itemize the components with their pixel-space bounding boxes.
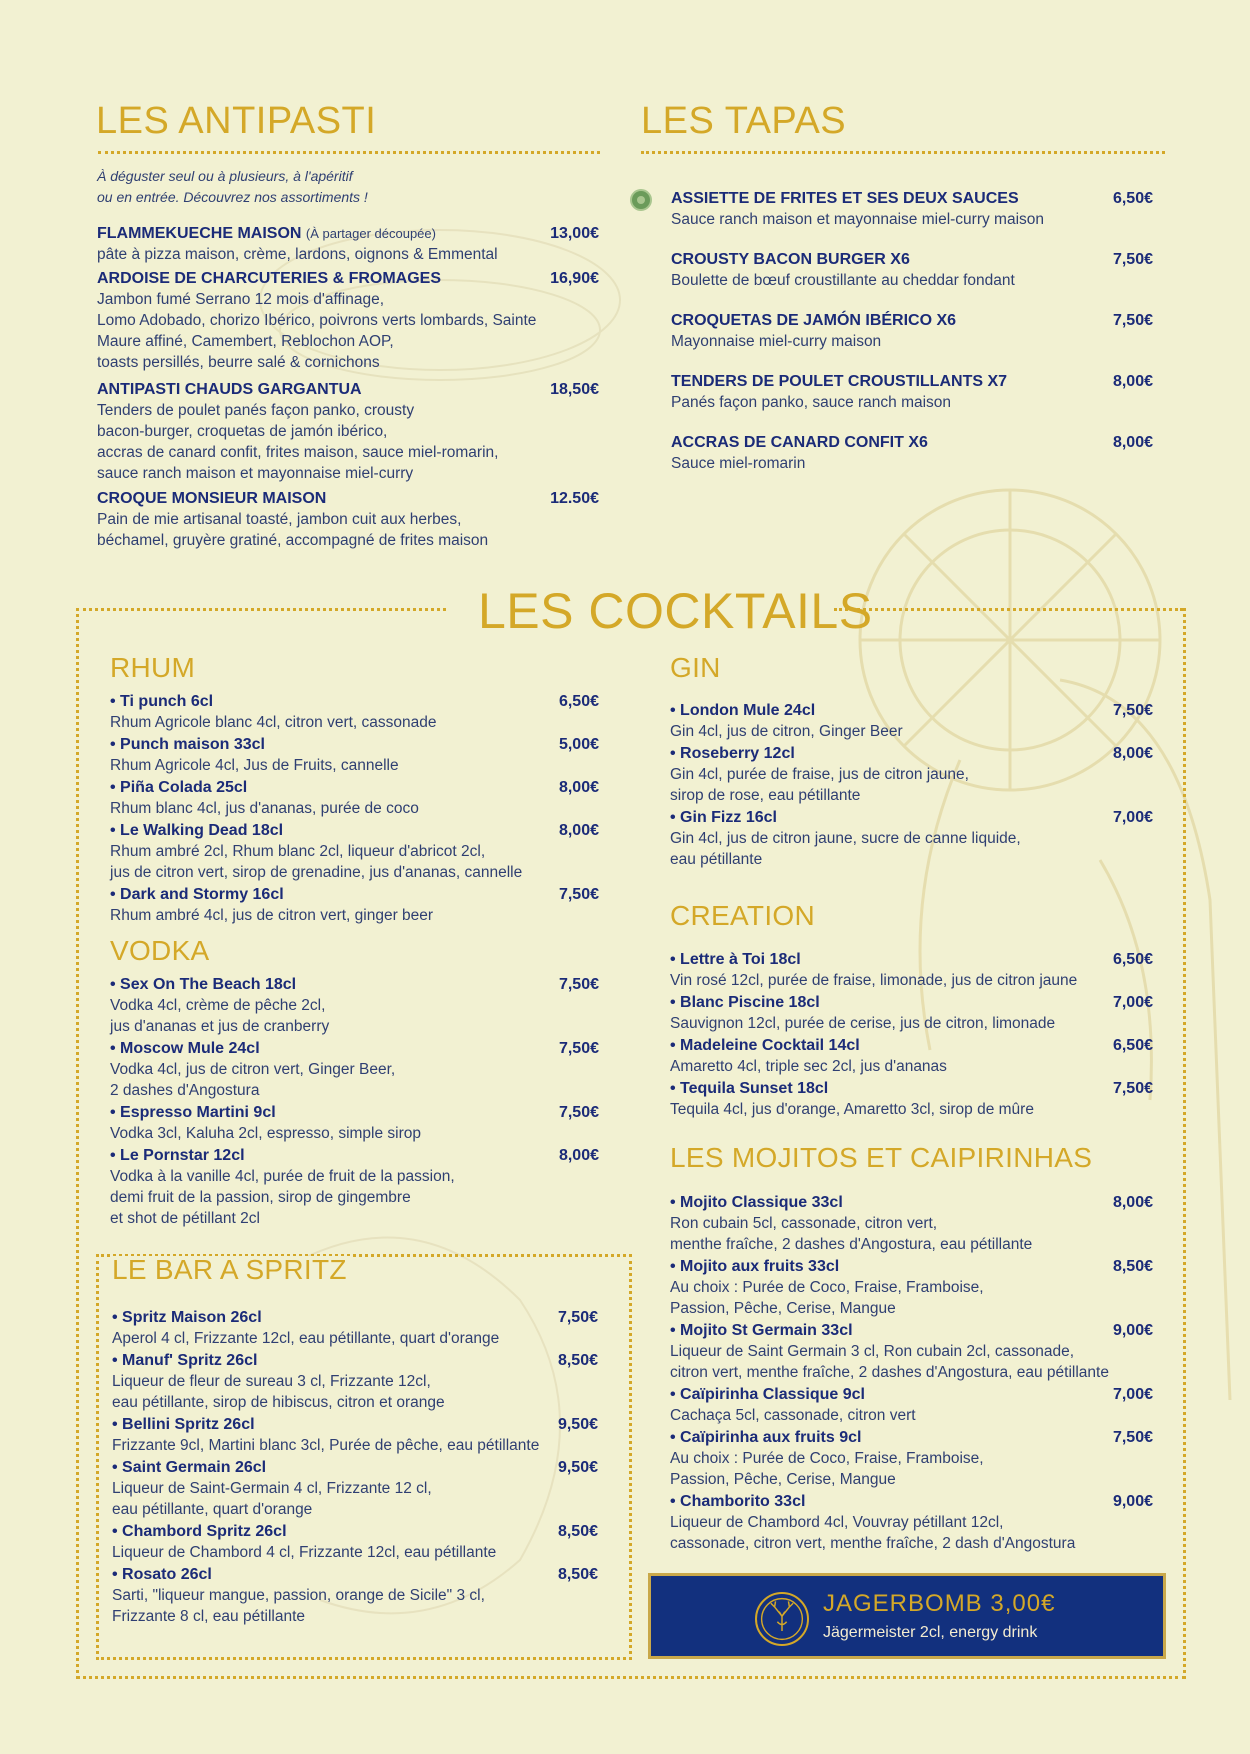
item-description: Rhum blanc 4cl, jus d'ananas, purée de coco [110,800,419,817]
item-name: • Ti punch 6cl [110,691,213,712]
tapas-divider [641,151,1165,154]
item-price: 8,00€ [1112,745,1153,762]
item-price: 7,50€ [1112,702,1153,719]
item-price: 8,50€ [1112,1258,1153,1275]
item-description: Liqueur de Saint Germain 3 cl, Ron cubain 2cl, cassonade, citron vert, menthe fraîche, 2 dashes d'Angostura, eau pétillante [670,1343,1109,1381]
item-price: 7,00€ [1112,994,1153,1011]
item-price: 9,00€ [1112,1322,1153,1339]
item-price: 9,50€ [557,1459,598,1476]
item-description: Liqueur de Chambord 4 cl, Frizzante 12cl, eau pétillante [112,1544,497,1561]
spritz-title: LE BAR A SPRITZ [110,1256,353,1284]
item-name: • Lettre à Toi 18cl [670,949,801,970]
item-name: CROQUE MONSIEUR MAISON [97,490,327,507]
item-name: • Gin Fizz 16cl [670,807,777,828]
cocktail-item [110,691,599,733]
item-price: 9,50€ [557,1416,598,1433]
item-description: Rhum ambré 4cl, jus de citron vert, ginger beer [110,907,434,924]
item-price: 7,00€ [1112,809,1153,826]
item-description: Boulette de bœuf croustillante au cheddar fondant [671,272,1015,289]
cocktail-item [110,1145,599,1229]
item-price: 13,00€ [550,225,599,242]
cocktail-item [670,1320,1153,1383]
tapas-item [671,188,1153,230]
item-price: 9,00€ [1112,1493,1153,1510]
tapas-item [671,249,1153,291]
item-description: Au choix : Purée de Coco, Fraise, Framboise, Passion, Pêche, Cerise, Mangue [670,1279,984,1317]
item-price: 16,90€ [550,270,599,287]
item-description: pâte à pizza maison, crème, lardons, oignons & Emmental [97,246,498,263]
item-name: ASSIETTE DE FRITES ET SES DEUX SAUCES [671,190,1019,207]
item-description: Amaretto 4cl, triple sec 2cl, jus d'ananas [670,1058,947,1075]
cocktails-title: LES COCKTAILS [478,583,873,639]
antipasti-title: LES ANTIPASTI [96,100,377,142]
item-description: Liqueur de fleur de sureau 3 cl, Frizzante 12cl, eau pétillante, sirop de hibiscus, citron et orange [112,1373,445,1411]
item-name: • Espresso Martini 9cl [110,1102,276,1123]
cocktail-item [110,734,599,776]
item-price: 8,00€ [558,779,599,796]
item-name: • Mojito aux fruits 33cl [670,1256,839,1277]
cocktail-item [112,1521,598,1563]
item-price: 7,50€ [557,1309,598,1326]
item-price: 8,00€ [1112,434,1153,451]
gin-title: GIN [670,652,721,683]
cocktail-item [670,1078,1153,1120]
item-name: • Caïpirinha Classique 9cl [670,1384,865,1405]
item-price: 6,50€ [1112,1037,1153,1054]
item-price: 8,00€ [558,822,599,839]
antipasti-item [97,488,599,551]
vodka-title: VODKA [110,935,210,966]
cocktail-item [670,992,1153,1034]
jagerbomb-banner [648,1573,1166,1659]
item-description: Gin 4cl, jus de citron jaune, sucre de canne liquide, eau pétillante [670,830,1021,868]
cocktail-item [110,1102,599,1144]
item-name: • Mojito St Germain 33cl [670,1320,853,1341]
cocktail-item [110,884,599,926]
item-name: • London Mule 24cl [670,700,815,721]
item-description: Jambon fumé Serrano 12 mois d'affinage, Lomo Adobado, chorizo Ibérico, poivrons verts lombards, Sainte Maure affiné, Camembert, Reblochon AOP, toasts persillés, beurre salé & cornichons [97,291,537,371]
item-note: (À partager découpée) [305,226,436,241]
item-price: 7,50€ [558,976,599,993]
item-description: Rhum ambré 2cl, Rhum blanc 2cl, liqueur d'abricot 2cl, jus de citron vert, sirop de grenadine, jus d'ananas, cannelle [110,843,523,881]
item-name: • Le Walking Dead 18cl [110,820,283,841]
item-description: Gin 4cl, jus de citron, Ginger Beer [670,723,903,740]
item-price: 8,00€ [1112,1194,1153,1211]
item-name: CROUSTY BACON BURGER X6 [671,251,910,268]
item-description: Mayonnaise miel-curry maison [671,333,882,350]
item-description: Rhum Agricole blanc 4cl, citron vert, cassonade [110,714,437,731]
item-description: Aperol 4 cl, Frizzante 12cl, eau pétillante, quart d'orange [112,1330,500,1347]
item-description: Liqueur de Saint-Germain 4 cl, Frizzante 12 cl, eau pétillante, quart d'orange [112,1480,432,1518]
cocktail-item [112,1307,598,1349]
tapas-title: LES TAPAS [641,100,847,142]
item-description: Sauce ranch maison et mayonnaise miel-curry maison [671,211,1045,228]
cocktail-item [112,1414,598,1456]
item-description: Sarti, "liqueur mangue, passion, orange de Sicile" 3 cl, Frizzante 8 cl, eau pétillante [112,1587,485,1625]
antipasti-intro: À déguster seul ou à plusieurs, à l'apéritif ou en entrée. Découvrez nos assortiments ! [97,168,368,205]
cocktail-item [670,700,1153,742]
item-name: • Bellini Spritz 26cl [112,1414,255,1435]
item-name: ANTIPASTI CHAUDS GARGANTUA [97,381,362,398]
item-name: • Le Pornstar 12cl [110,1145,245,1166]
jagerbomb-title: JAGERBOMB 3,00€ [823,1590,1056,1617]
item-name: • Madeleine Cocktail 14cl [670,1035,860,1056]
item-price: 6,50€ [558,693,599,710]
cocktail-item [112,1457,598,1520]
item-description: Rhum Agricole 4cl, Jus de Fruits, cannelle [110,757,399,774]
item-price: 7,50€ [1112,312,1153,329]
veggie-leaf-icon [630,189,652,211]
item-price: 18,50€ [550,381,599,398]
mojitos-title: LES MOJITOS ET CAIPIRINHAS [670,1142,1093,1173]
item-price: 7,00€ [1112,1386,1153,1403]
antipasti-item [97,379,599,484]
item-description: Vin rosé 12cl, purée de fraise, limonade, jus de citron jaune [670,972,1078,989]
tapas-item [671,371,1153,413]
item-price: 7,50€ [1112,1080,1153,1097]
cocktails-frame-top-right [834,608,1183,611]
item-price: 6,50€ [1112,951,1153,968]
item-description: Liqueur de Chambord 4cl, Vouvray pétillant 12cl, cassonade, citron vert, menthe fraîche, 2 dash d'Angostura [670,1514,1076,1552]
item-price: 8,00€ [558,1147,599,1164]
item-description: Ron cubain 5cl, cassonade, citron vert, menthe fraîche, 2 dashes d'Angostura, eau pétillante [670,1215,1033,1253]
tapas-item [671,432,1153,474]
item-description: Gin 4cl, purée de fraise, jus de citron jaune, sirop de rose, eau pétillante [670,766,969,804]
item-price: 6,50€ [1112,190,1153,207]
cocktail-item [670,1491,1153,1554]
item-name: ARDOISE DE CHARCUTERIES & FROMAGES [97,270,442,287]
item-description: Cachaça 5cl, cassonade, citron vert [670,1407,916,1424]
item-name: • Caïpirinha aux fruits 9cl [670,1427,861,1448]
item-name: • Blanc Piscine 18cl [670,992,820,1013]
item-description: Vodka 4cl, jus de citron vert, Ginger Beer, 2 dashes d'Angostura [110,1061,396,1099]
item-name: FLAMMEKUECHE MAISON [97,225,302,242]
item-description: Panés façon panko, sauce ranch maison [671,394,952,411]
cocktails-frame-top-left [76,608,446,611]
cocktail-item [110,1038,599,1101]
cocktail-item [112,1564,598,1627]
item-description: Sauvignon 12cl, purée de cerise, jus de citron, limonade [670,1015,1056,1032]
cocktail-item [670,1384,1153,1426]
cocktail-item [110,820,599,883]
stag-emblem-icon [755,1592,809,1646]
creation-title: CREATION [670,900,815,931]
item-name: TENDERS DE POULET CROUSTILLANTS X7 [671,373,1008,390]
item-name: • Saint Germain 26cl [112,1457,266,1478]
rhum-title: RHUM [110,652,196,683]
item-description: Vodka à la vanille 4cl, purée de fruit de la passion, demi fruit de la passion, sirop de gingembre et shot de pétillant 2cl [110,1168,455,1227]
item-name: • Chambord Spritz 26cl [112,1521,287,1542]
tapas-item [671,310,1153,352]
item-description: Sauce miel-romarin [671,455,806,472]
jagerbomb-subtitle: Jägermeister 2cl, energy drink [823,1624,1038,1641]
item-description: Frizzante 9cl, Martini blanc 3cl, Purée de pêche, eau pétillante [112,1437,540,1454]
cocktail-item [112,1350,598,1413]
cocktail-item [670,949,1153,991]
item-name: • Punch maison 33cl [110,734,265,755]
item-name: • Piña Colada 25cl [110,777,247,798]
antipasti-item [97,268,599,373]
item-name: • Chamborito 33cl [670,1491,805,1512]
item-price: 8,50€ [557,1523,598,1540]
item-description: Vodka 3cl, Kaluha 2cl, espresso, simple sirop [110,1125,422,1142]
antipasti-item [97,223,599,265]
cocktail-item [110,974,599,1037]
item-price: 7,50€ [558,1104,599,1121]
item-name: ACCRAS DE CANARD CONFIT X6 [671,434,928,451]
item-price: 8,00€ [1112,373,1153,390]
item-name: • Sex On The Beach 18cl [110,974,296,995]
item-name: • Roseberry 12cl [670,743,795,764]
item-name: • Rosato 26cl [112,1564,212,1585]
cocktail-item [670,1427,1153,1490]
item-name: • Manuf' Spritz 26cl [112,1350,257,1371]
antipasti-divider [98,151,600,154]
cocktail-item [670,743,1153,806]
item-description: Tequila 4cl, jus d'orange, Amaretto 3cl, sirop de mûre [670,1101,1034,1118]
cocktail-item [670,807,1153,870]
item-price: 7,50€ [558,1040,599,1057]
item-name: • Tequila Sunset 18cl [670,1078,828,1099]
item-name: • Dark and Stormy 16cl [110,884,284,905]
item-description: Vodka 4cl, crème de pêche 2cl, jus d'ananas et jus de cranberry [110,997,330,1035]
item-price: 8,50€ [557,1352,598,1369]
cocktail-item [670,1256,1153,1319]
item-name: CROQUETAS DE JAMÓN IBÉRICO X6 [671,312,957,329]
item-price: 7,50€ [1112,1429,1153,1446]
cocktail-item [670,1035,1153,1077]
cocktail-item [670,1192,1153,1255]
item-description: Pain de mie artisanal toasté, jambon cuit aux herbes, béchamel, gruyère gratiné, accompagné de frites maison [97,511,489,549]
item-name: • Moscow Mule 24cl [110,1038,260,1059]
cocktail-item [110,777,599,819]
item-name: • Mojito Classique 33cl [670,1192,843,1213]
item-description: Tenders de poulet panés façon panko, crousty bacon-burger, croquetas de jamón ibérico, accras de canard confit, frites maison, sauce miel-romarin, sauce ranch maison et mayonnaise miel-curry [97,402,499,482]
item-price: 7,50€ [558,886,599,903]
item-name: • Spritz Maison 26cl [112,1307,262,1328]
item-description: Au choix : Purée de Coco, Fraise, Framboise, Passion, Pêche, Cerise, Mangue [670,1450,984,1488]
item-price: 12.50€ [550,490,599,507]
item-price: 5,00€ [558,736,599,753]
item-price: 8,50€ [557,1566,598,1583]
item-price: 7,50€ [1112,251,1153,268]
